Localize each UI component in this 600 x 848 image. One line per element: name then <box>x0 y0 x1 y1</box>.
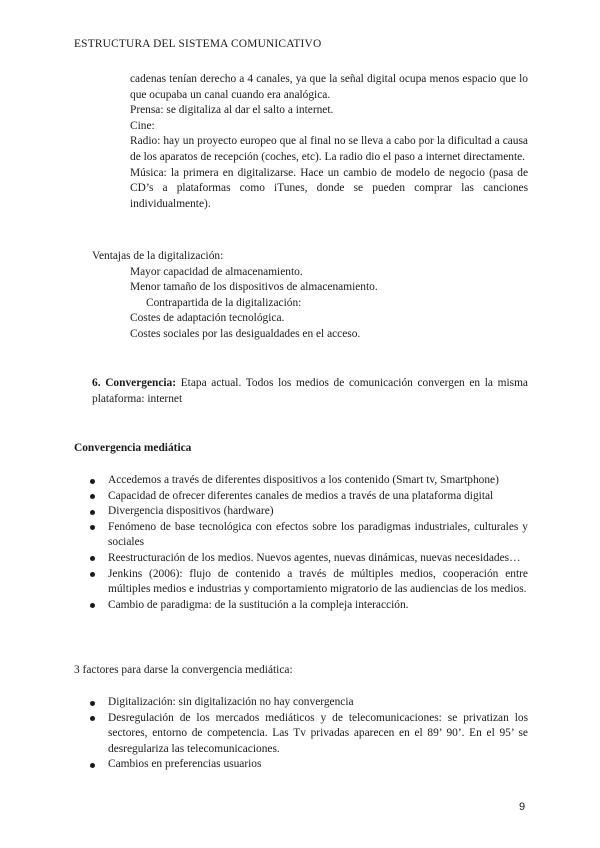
advantage-item: Mayor capacidad de almacenamiento. <box>130 265 303 278</box>
list-item: Jenkins (2006): flujo de contenido a través de múltiples medios, cooperación entre múltiples medios e industrias y comportamiento migratorio de las audiencias de los medios. <box>74 567 528 598</box>
factors-block <box>74 695 528 773</box>
list-item: Capacidad de ofrecer diferentes canales de medios a través de una plataforma digital <box>74 489 528 505</box>
list-item: Desregulación de los mercados mediáticos y de telecomunicaciones: se privatizan los sectores, entorno de competencia. Las Tv privadas aparecen en el 89’ 90’. En el 95’ se desregulariza las telecomunicaciones. <box>74 711 528 758</box>
bullet-icon <box>90 763 95 768</box>
bullet-icon <box>90 479 95 484</box>
advantages-block <box>74 249 528 343</box>
bullet-icon <box>90 525 95 530</box>
convergence-paragraph <box>92 376 528 407</box>
paragraph-press: Prensa: se digitaliza al dar el salto a internet. <box>130 104 334 117</box>
bullet-icon <box>90 572 95 577</box>
paragraph-music: Música: la primera en digitalizarse. Hace un cambio de modelo de negocio (pasa de CD’s a plataformas como iTunes, donde se pueden comprar las canciones individualmente). <box>130 166 528 210</box>
paragraph-radio: Radio: hay un proyecto europeo que al final no se lleva a cabo por la dificultad a causa de los aparatos de recepción (coches, etc). La radio dio el paso a internet directamente. <box>130 135 528 163</box>
list-item: Cambios en preferencias usuarios <box>74 757 528 773</box>
advantages-list <box>74 265 528 343</box>
list-item: Divergencia dispositivos (hardware) <box>74 504 528 520</box>
bullet-icon <box>90 603 95 608</box>
paragraph-tv-channels: cadenas tenían derecho a 4 canales, ya que la señal digital ocupa menos espacio que lo que ocupaba un canal cuando era analógica. <box>130 73 528 101</box>
list-item: Fenómeno de base tecnológica con efectos sobre los paradigmas industriales, culturales y sociales <box>74 520 528 551</box>
bullet-icon <box>90 494 95 499</box>
paragraph-cinema: Cine: <box>130 119 155 132</box>
bullet-icon <box>90 701 95 706</box>
counterpart-heading: Contrapartida de la digitalización: <box>146 296 302 309</box>
counterpart-item: Costes de adaptación tecnológica. <box>130 312 285 325</box>
media-convergence-list <box>74 473 528 613</box>
list-item: Cambio de paradigma: de la sustitución a la compleja interacción. <box>74 598 528 614</box>
convergence-label: 6. Convergencia: <box>92 377 177 389</box>
list-item: Reestructuración de los medios. Nuevos agentes, nuevas dinámicas, nuevas necesidades… <box>74 551 528 567</box>
section-title: Convergencia mediática <box>74 442 192 454</box>
list-item: Digitalización: sin digitalización no hay convergencia <box>74 695 528 711</box>
advantage-item: Menor tamaño de los dispositivos de almacenamiento. <box>130 281 378 294</box>
factors-heading: 3 factores para darse la convergencia mediática: <box>74 664 293 676</box>
bullet-icon <box>90 510 95 515</box>
factors-list <box>74 695 528 773</box>
bullet-icon <box>90 716 95 721</box>
page-number: 9 <box>519 801 526 813</box>
counterpart-item: Costes sociales por las desigualdades en el acceso. <box>130 327 361 340</box>
page-header: ESTRUCTURA DEL SISTEMA COMUNICATIVO <box>74 38 322 50</box>
bullet-icon <box>90 556 95 561</box>
media-convergence-block <box>74 473 528 613</box>
advantages-heading: Ventajas de la digitalización: <box>92 250 224 262</box>
convergence-text: Etapa actual. Todos los medios de comunicación convergen en la misma plataforma: internet <box>92 377 528 405</box>
list-item: Accedemos a través de diferentes dispositivos a los contenido (Smart tv, Smartphone) <box>74 473 528 489</box>
digital-media-block <box>130 72 528 212</box>
